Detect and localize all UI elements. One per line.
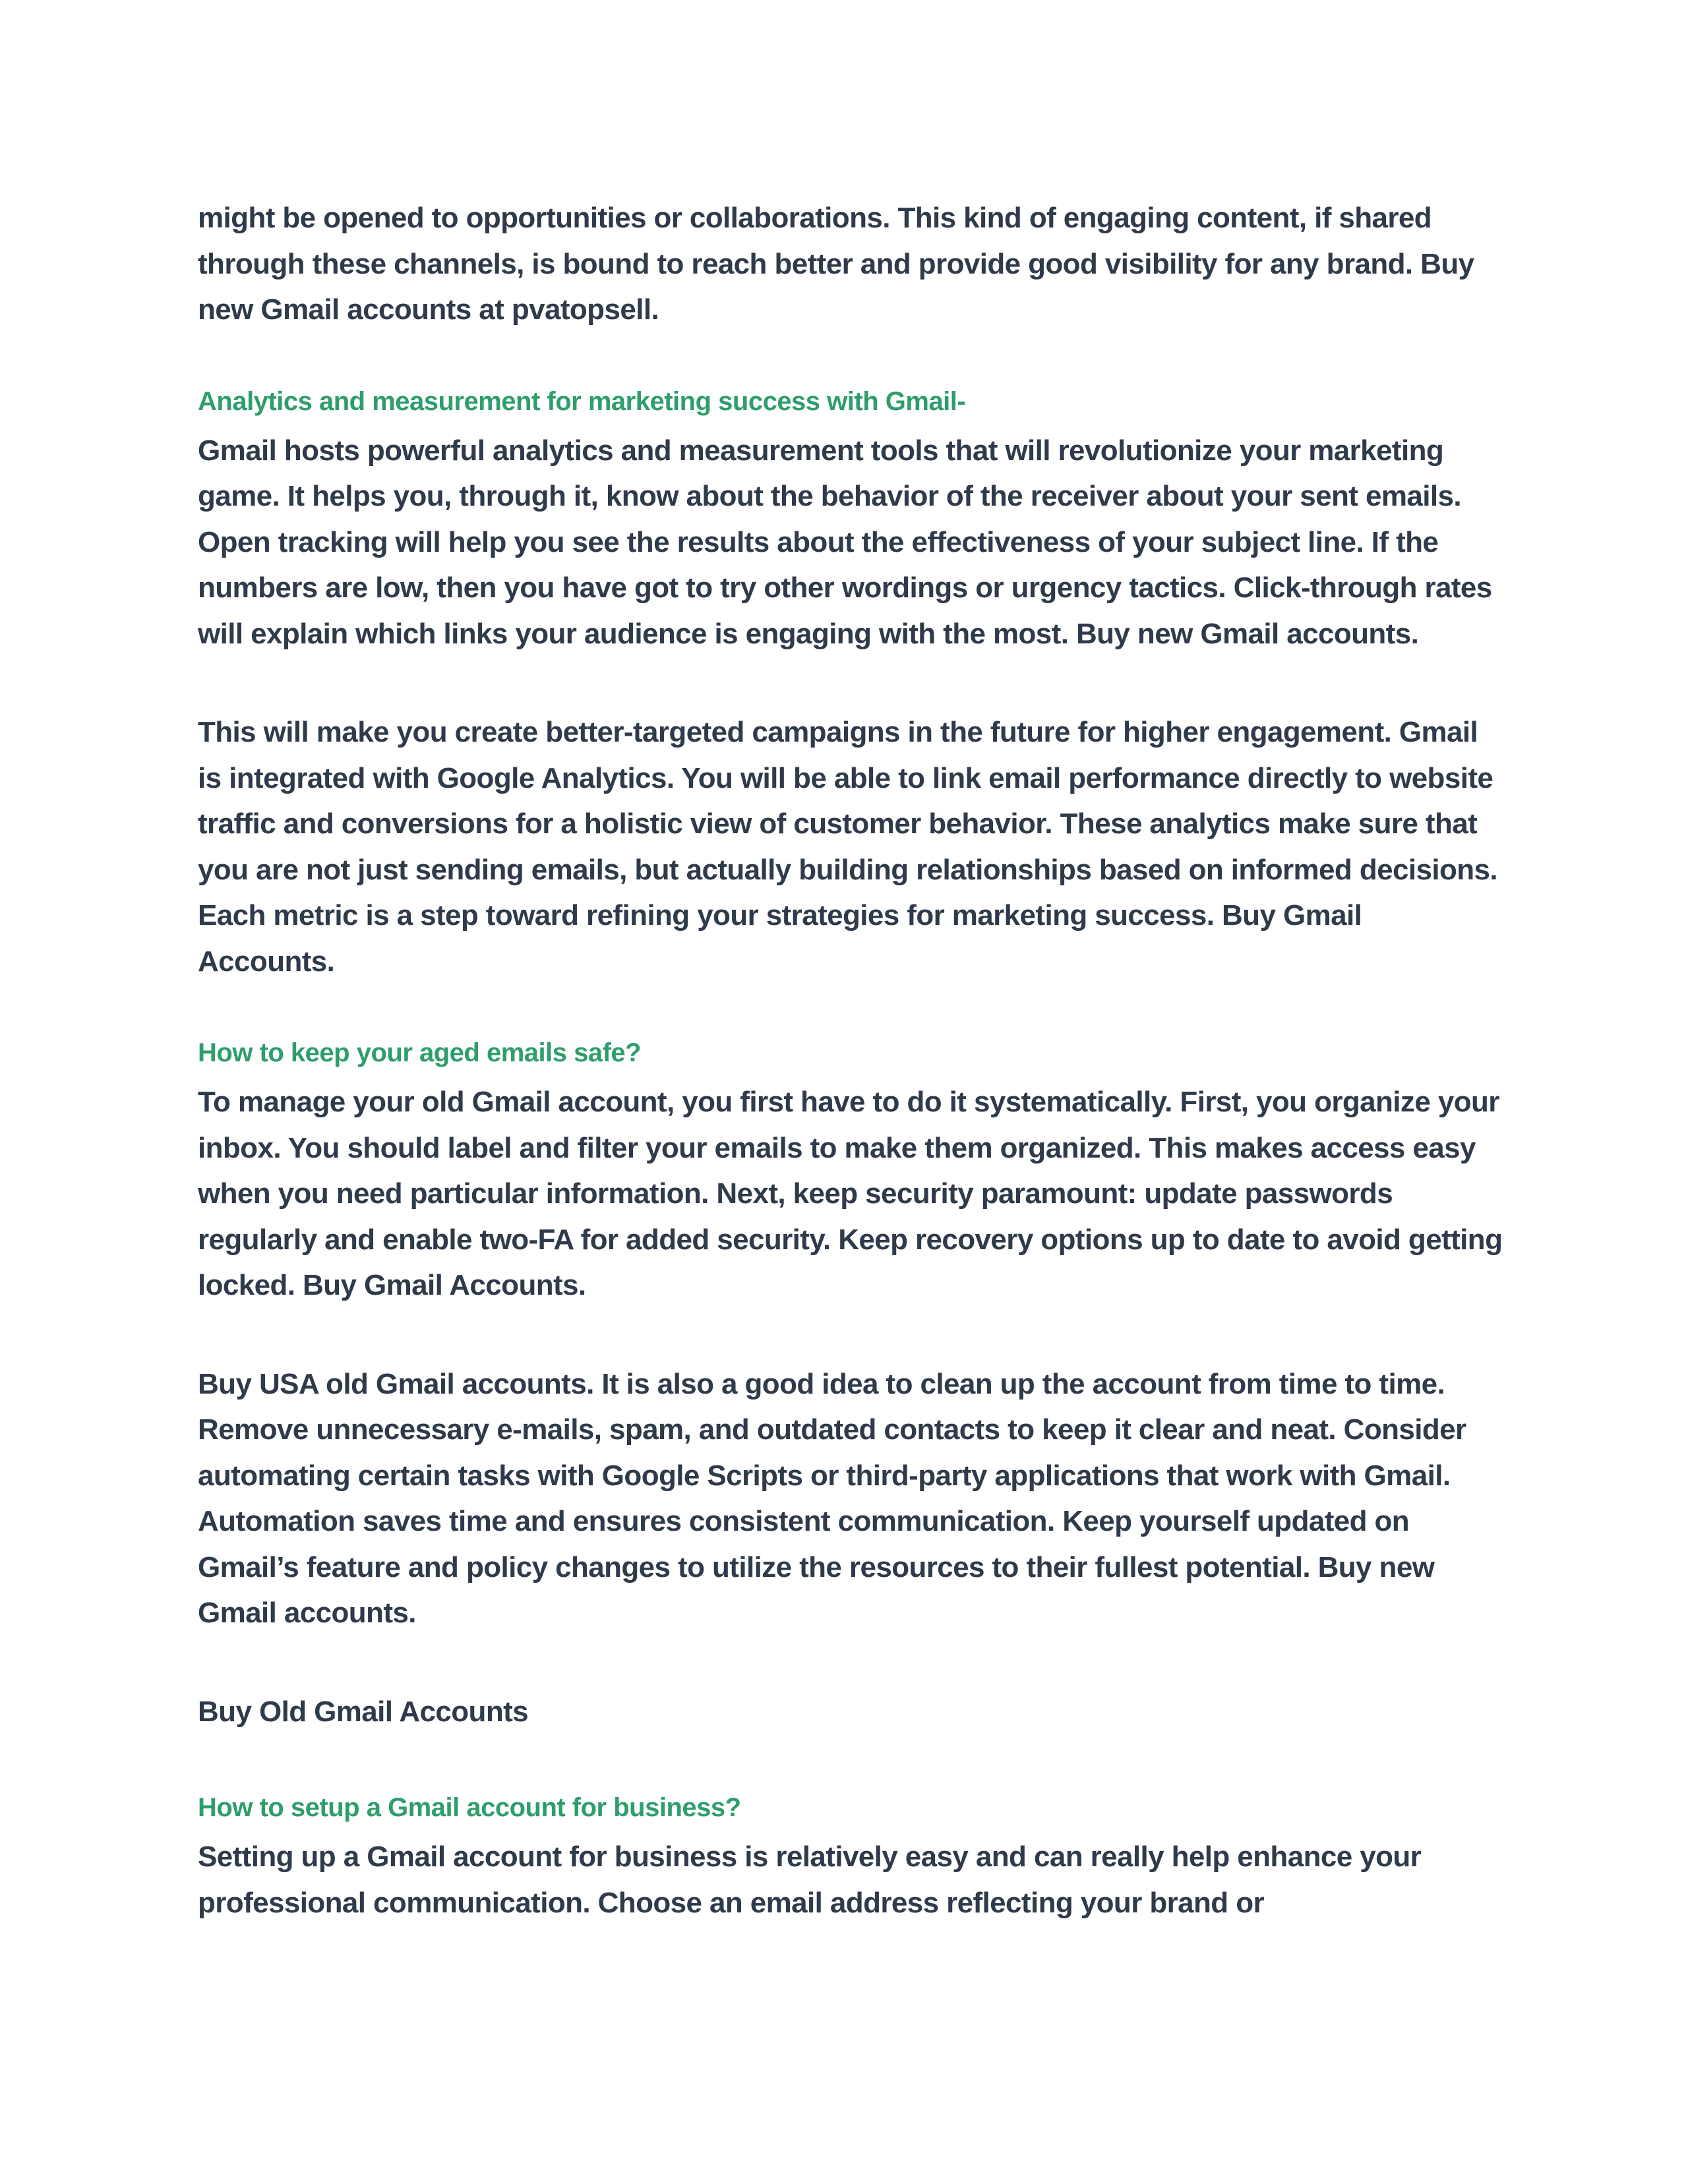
safety-paragraph-2: Buy USA old Gmail accounts. It is also a good idea to clean up the account from time to time. Remove unnecessary e-mails, spam, and outdated contacts to keep it clear and neat. Consider automating certain tasks with Google Scripts or third-party applications that work with Gmail. Automation saves time and ensures consistent communication. Keep yourself updated on Gmail’s feature and policy changes to utilize the resources to their fullest potential. Buy new Gmail accounts. <box>198 1367 1466 1629</box>
document-page <box>198 195 1503 1926</box>
safety-paragraph-1: To manage your old Gmail account, you first have to do it systematically. First, you organize your inbox. You should label and filter your emails to make them organized. This makes access easy when you need particular information. Next, keep security paramount: update passwords regularly and enable two-FA for added security. Keep recovery options up to date to avoid getting locked. Buy Gmail Accounts. <box>198 1086 1503 1301</box>
business-heading: How to setup a Gmail account for business? <box>198 1793 741 1822</box>
business-paragraph-1: Setting up a Gmail account for business is relatively easy and can really help enhance your professional communication. Choose an email address reflecting your brand or <box>198 1841 1422 1919</box>
analytics-paragraph-2: This will make you create better-targeted campaigns in the future for higher engagement. Gmail is integrated with Google Analytics. You will be able to link email performance directly to website traffic and conversions for a holistic view of customer behavior. These analytics make sure that you are not just sending emails, but actually building relationships based on informed decisions. Each metric is a step toward refining your strategies for marketing success. Buy Gmail Accounts. <box>198 716 1498 978</box>
analytics-paragraph-1: Gmail hosts powerful analytics and measurement tools that will revolutionize your marketing game. It helps you, through it, know about the behavior of the receiver about your sent emails. Open tracking will help you see the results about the effectiveness of your subject line. If the numbers are low, then you have got to try other wordings or urgency tactics. Click-through rates will explain which links your audience is engaging with the most. Buy new Gmail accounts. <box>198 434 1492 650</box>
safety-heading: How to keep your aged emails safe? <box>198 1038 642 1067</box>
intro-paragraph: might be opened to opportunities or collaborations. This kind of engaging content, if shared through these channels, is bound to reach better and provide good visibility for any brand. Buy new Gmail accounts at pvatopsell. <box>198 202 1474 326</box>
analytics-heading: Analytics and measurement for marketing success with Gmail- <box>198 386 966 416</box>
buy-old-gmail-line: Buy Old Gmail Accounts <box>198 1695 529 1728</box>
